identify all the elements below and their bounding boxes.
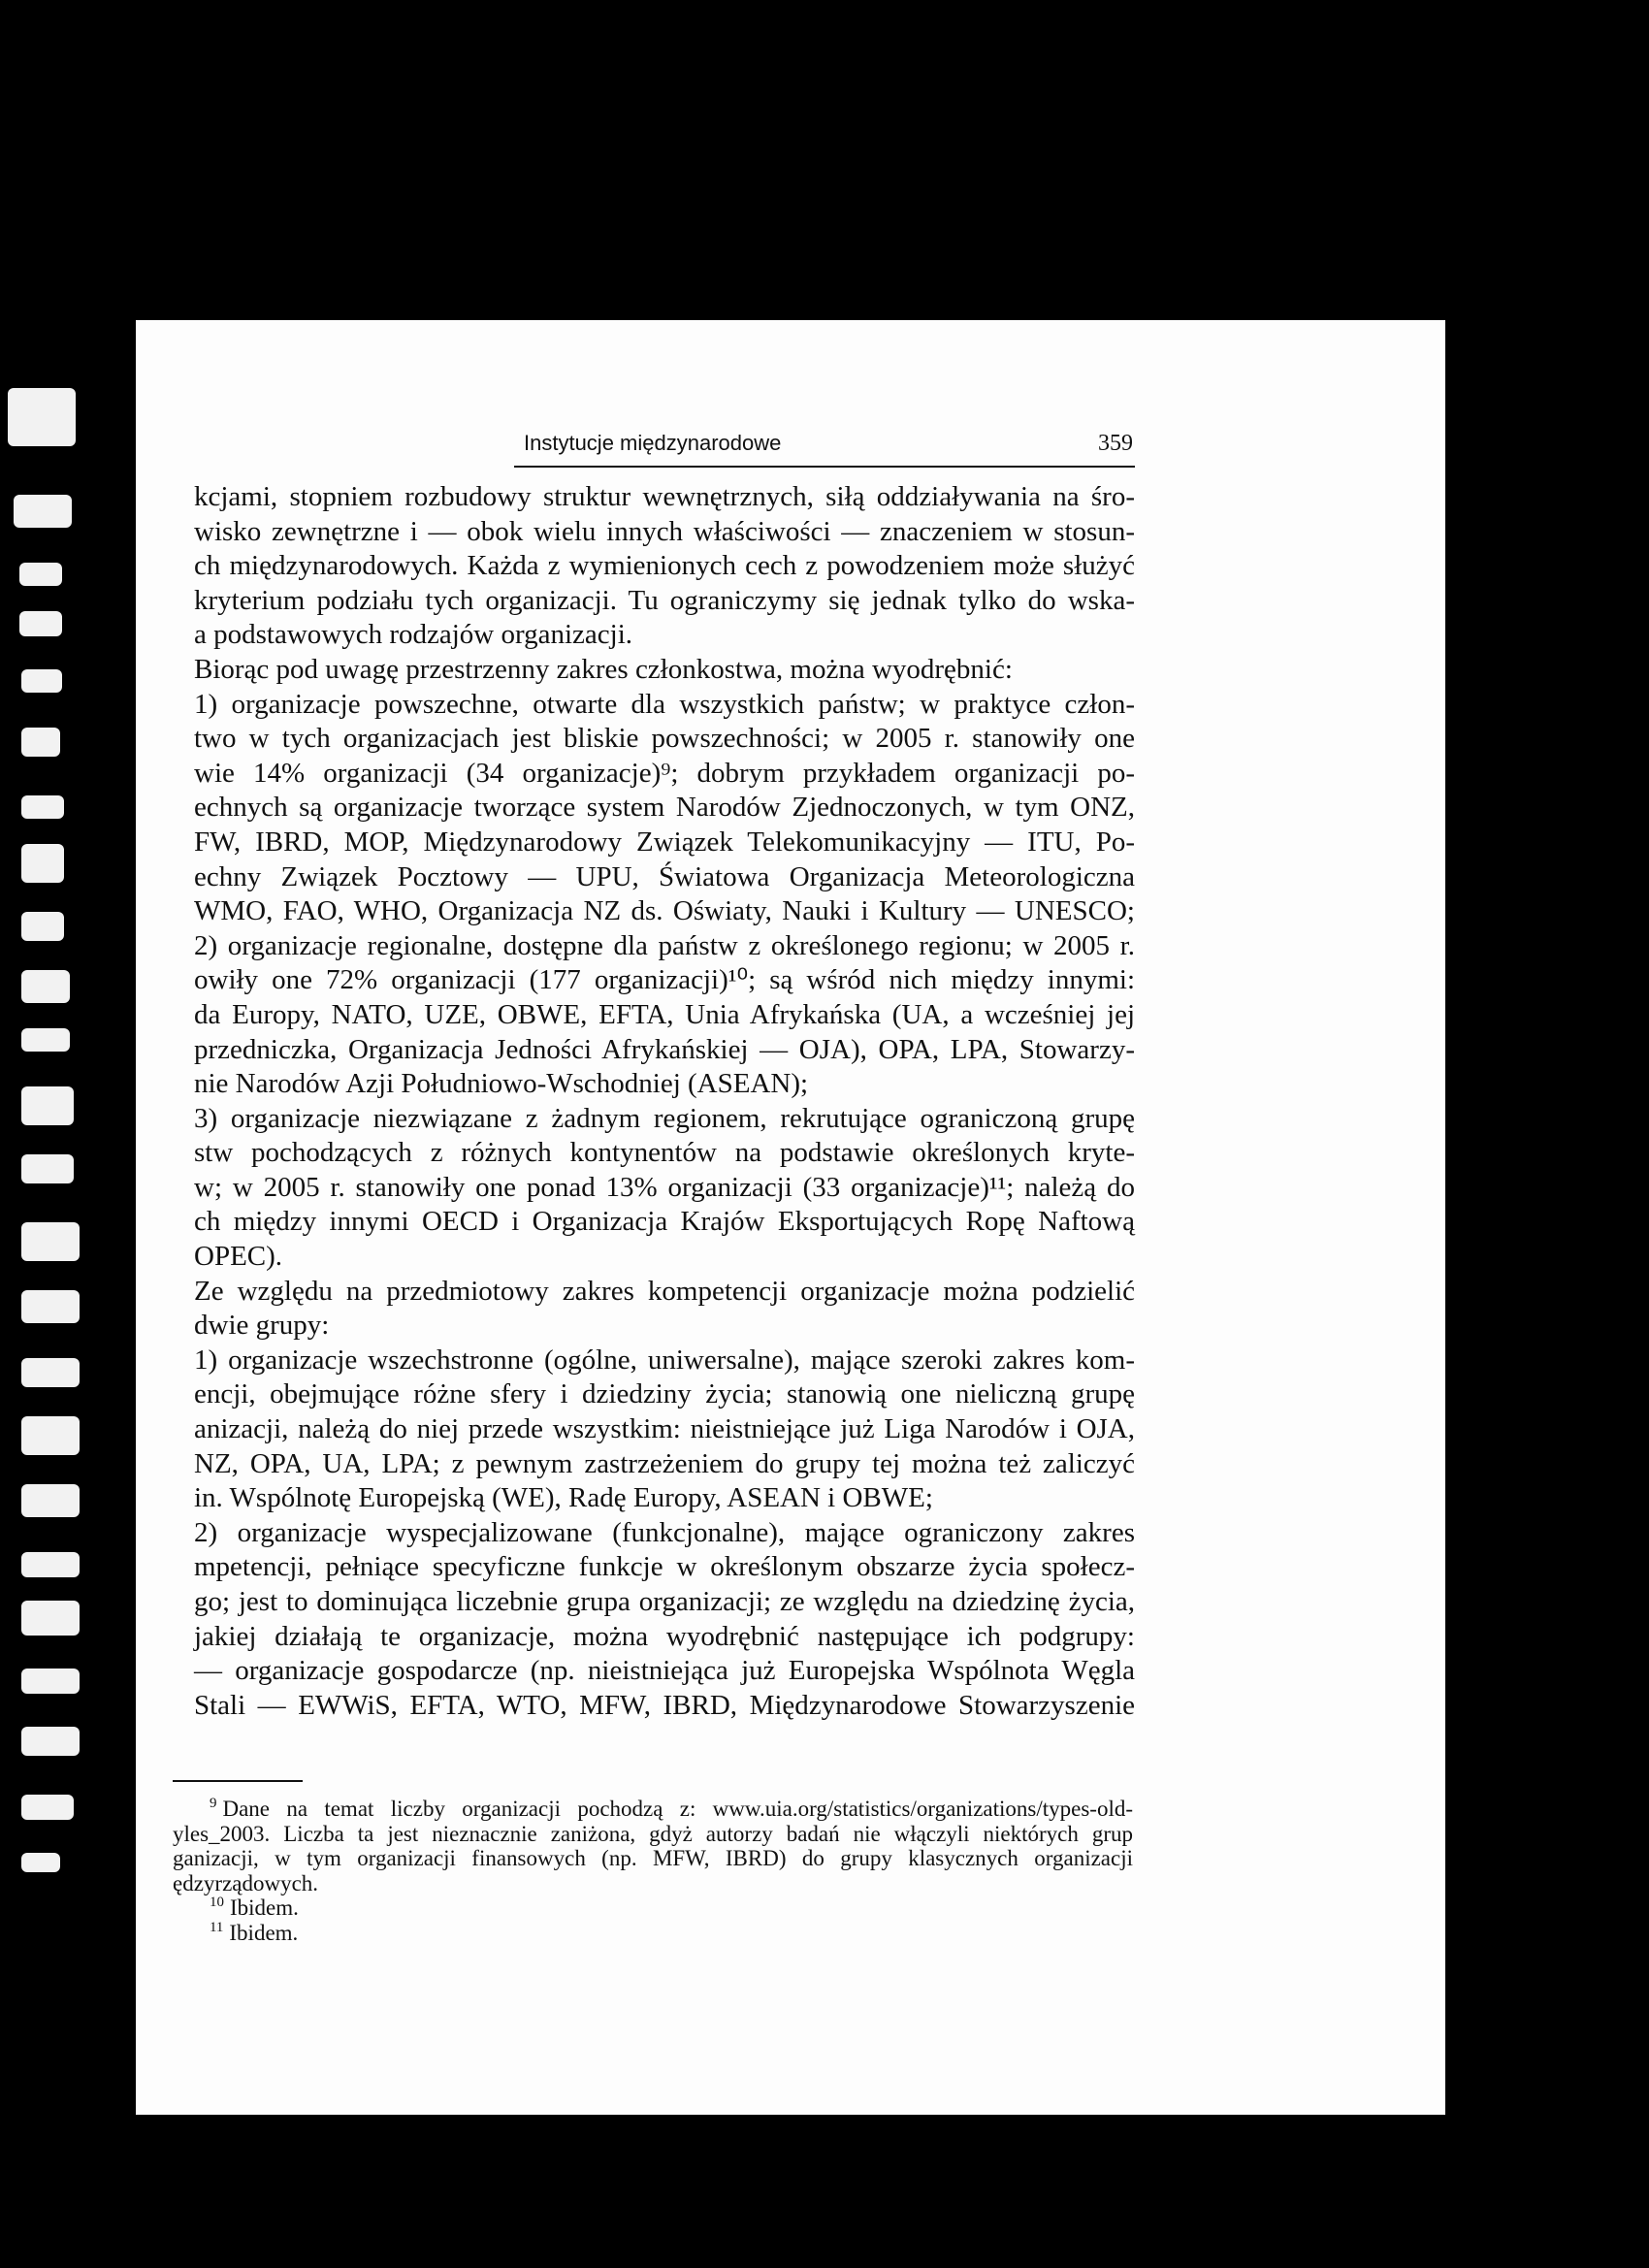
text-line: w; w 2005 r. stanowiły one ponad 13% organizacji (33 organizacje)¹¹; należą do	[194, 1171, 1135, 1203]
footnotes	[173, 1797, 1133, 1945]
text-line: 2) organizacje regionalne, dostępne dla państw z określonego regionu; w 2005 r.	[194, 929, 1135, 961]
text-line: 3) organizacje niezwiązane z żadnym regionem, rekrutujące ograniczoną grupę	[194, 1102, 1135, 1134]
footnote-number: 10	[210, 1895, 224, 1911]
footnote-line: ganizacji, w tym organizacji finansowych (np. MFW, IBRD) do grupy klasycznych organizacji	[173, 1846, 1133, 1870]
text-line: ch między innymi OECD i Organizacja Krajów Eksportujących Ropę Naftową	[194, 1206, 1135, 1238]
running-title: Instytucje międzynarodowe	[524, 431, 782, 455]
text-line: OPEC).	[194, 1241, 283, 1273]
footnote-line: yles_2003. Liczba ta jest nieznacznie zaniżona, gdyż autorzy badań nie włączyli niektórych grup	[173, 1821, 1133, 1846]
running-header	[514, 427, 1135, 468]
text-line: WMO, FAO, WHO, Organizacja NZ ds. Oświaty, Nauki i Kultury — UNESCO;	[194, 895, 1135, 927]
footnote-number: 11	[210, 1919, 224, 1935]
text-line: kcjami, stopniem rozbudowy struktur wewnętrznych, siłą oddziaływania na śro-	[194, 481, 1135, 512]
text-line: wie 14% organizacji (34 organizacje)⁹; dobrym przykładem organizacji po-	[194, 757, 1135, 789]
text-line: 2) organizacje wyspecjalizowane (funkcjonalne), mające ograniczony zakres	[194, 1516, 1135, 1548]
footnote-rule	[173, 1780, 303, 1782]
text-line: dwie grupy:	[194, 1310, 330, 1342]
text-line: ch międzynarodowych. Każda z wymienionych cech z powodzeniem może służyć	[194, 550, 1135, 582]
text-line: a podstawowych rodzajów organizacji.	[194, 619, 633, 651]
text-line: wisko zewnętrzne i — obok wielu innych właściwości — znaczeniem w stosun-	[194, 515, 1135, 547]
text-line: Stali — EWWiS, EFTA, WTO, MFW, IBRD, Międzynarodowe Stowarzyszenie	[194, 1689, 1135, 1721]
text-line: kryterium podziału tych organizacji. Tu ograniczymy się jednak tylko do wska-	[194, 584, 1135, 616]
footnote-9	[173, 1797, 1133, 1822]
footnote-line: ędzyrządowych.	[173, 1870, 319, 1895]
footnote-10	[173, 1895, 1133, 1921]
text-line: przedniczka, Organizacja Jedności Afrykańskiej — OJA), OPA, LPA, Stowarzy-	[194, 1033, 1135, 1065]
text-line: encji, obejmujące różne sfery i dziedziny życia; stanowią one nieliczną grupę	[194, 1378, 1135, 1410]
footnote-text: Dane na temat liczby organizacji pochodzą z: www.uia.org/statistics/organizations/types-old-	[222, 1797, 1133, 1821]
text-line: 1) organizacje wszechstronne (ogólne, uniwersalne), mające szeroki zakres kom-	[194, 1344, 1135, 1376]
text-line: anizacji, należą do niej przede wszystkim: nieistniejące już Liga Narodów i OJA,	[194, 1413, 1135, 1445]
text-line: NZ, OPA, UA, LPA; z pewnym zastrzeżeniem do grupy tej można też zaliczyć	[194, 1447, 1135, 1479]
text-line: two w tych organizacjach jest bliskie powszechności; w 2005 r. stanowiły one	[194, 723, 1135, 755]
text-line: nie Narodów Azji Południowo-Wschodniej (ASEAN);	[194, 1068, 809, 1100]
text-line: echnych są organizacje tworzące system Narodów Zjednoczonych, w tym ONZ,	[194, 792, 1135, 824]
text-line: da Europy, NATO, UZE, OBWE, EFTA, Unia Afrykańska (UA, a wcześniej jej	[194, 998, 1135, 1030]
text-line: mpetencji, pełniące specyficzne funkcje w określonym obszarze życia społecz-	[194, 1551, 1135, 1583]
text-line: jakiej działają te organizacje, można wyodrębnić następujące ich podgrupy:	[194, 1620, 1135, 1652]
text-line: go; jest to dominująca liczebnie grupa organizacji; ze względu na dziedzinę życia,	[194, 1586, 1135, 1617]
page-number: 359	[1098, 431, 1133, 456]
footnote-text: Ibidem.	[229, 1895, 299, 1920]
text-line: — organizacje gospodarcze (np. nieistniejąca już Europejska Wspólnota Węgla	[194, 1655, 1135, 1687]
text-line: echny Związek Pocztowy — UPU, Światowa Organizacja Meteorologiczna	[194, 860, 1135, 892]
footnote-11	[173, 1921, 1133, 1946]
adjacent-page-edge	[0, 388, 116, 1940]
text-line: Ze względu na przedmiotowy zakres kompetencji organizacje można podzielić	[194, 1275, 1135, 1307]
text-line: Biorąc pod uwagę przestrzenny zakres członkostwa, można wyodrębnić:	[194, 653, 1013, 685]
text-line: owiły one 72% organizacji (177 organizacji)¹⁰; są wśród nich między innymi:	[194, 964, 1135, 996]
text-line: stw pochodzących z różnych kontynentów na podstawie określonych kryte-	[194, 1137, 1135, 1169]
text-line: FW, IBRD, MOP, Międzynarodowy Związek Telekomunikacyjny — ITU, Po-	[194, 826, 1135, 858]
footnote-text: Ibidem.	[229, 1920, 299, 1945]
text-line: in. Wspólnotę Europejską (WE), Radę Europy, ASEAN i OBWE;	[194, 1482, 933, 1514]
body-text	[194, 480, 1135, 1723]
text-line: 1) organizacje powszechne, otwarte dla wszystkich państw; w praktyce człon-	[194, 688, 1135, 720]
footnote-number: 9	[210, 1796, 217, 1812]
